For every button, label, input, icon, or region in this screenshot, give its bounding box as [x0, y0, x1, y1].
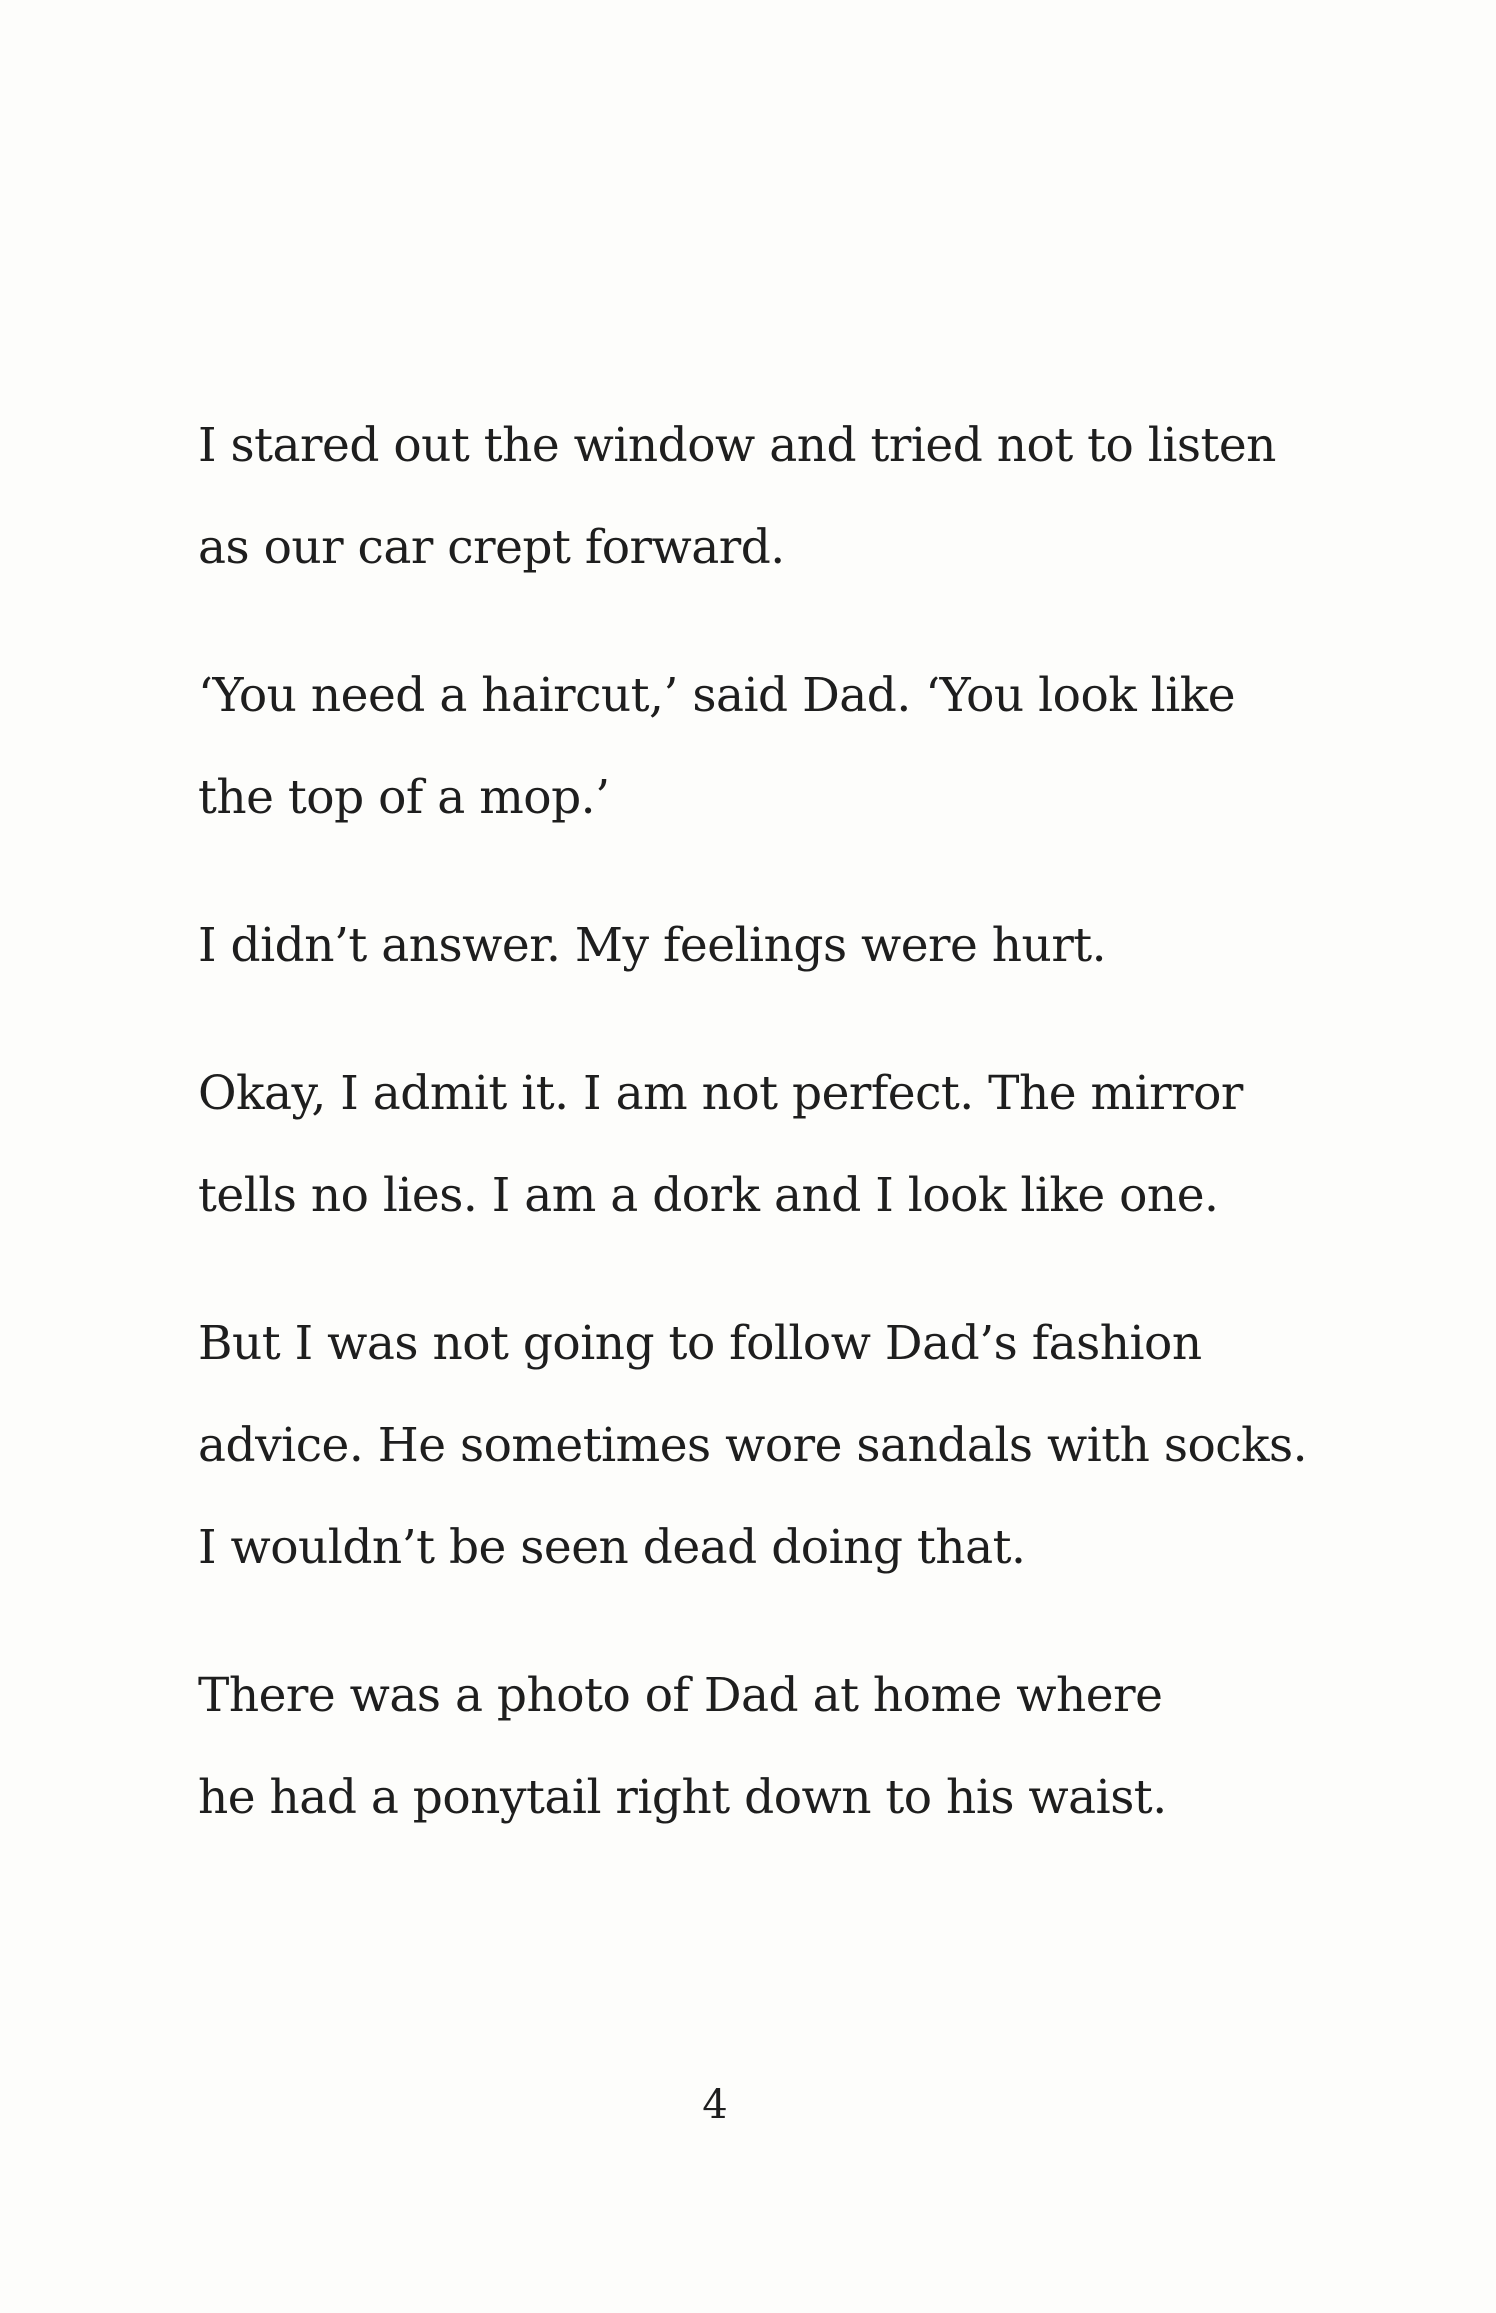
text-line: ‘You need a haircut,’ said Dad. ‘You look like — [198, 668, 1236, 723]
text-line: I wouldn’t be seen dead doing that. — [198, 1520, 1026, 1575]
text-line: I didn’t answer. My feelings were hurt. — [198, 918, 1107, 973]
paragraph-3 — [198, 895, 1318, 997]
paragraph-1 — [198, 395, 1318, 599]
paragraph-2 — [198, 645, 1318, 849]
text-line: Okay, I admit it. I am not perfect. The mirror — [198, 1066, 1243, 1121]
paragraph-5 — [198, 1293, 1318, 1599]
paragraph-4 — [198, 1043, 1318, 1247]
text-line: There was a photo of Dad at home where — [198, 1668, 1163, 1723]
paragraph-6 — [198, 1645, 1318, 1849]
text-line: But I was not going to follow Dad’s fashion — [198, 1316, 1202, 1371]
text-line: the top of a mop.’ — [198, 770, 610, 825]
text-line: advice. He sometimes wore sandals with socks. — [198, 1418, 1308, 1473]
text-line: he had a ponytail right down to his waist. — [198, 1770, 1167, 1825]
text-line: I stared out the window and tried not to listen — [198, 418, 1276, 473]
body-text — [198, 395, 1318, 1849]
page-number: 4 — [702, 2082, 728, 2128]
text-line: tells no lies. I am a dork and I look like one. — [198, 1168, 1219, 1223]
text-line: as our car crept forward. — [198, 520, 785, 575]
